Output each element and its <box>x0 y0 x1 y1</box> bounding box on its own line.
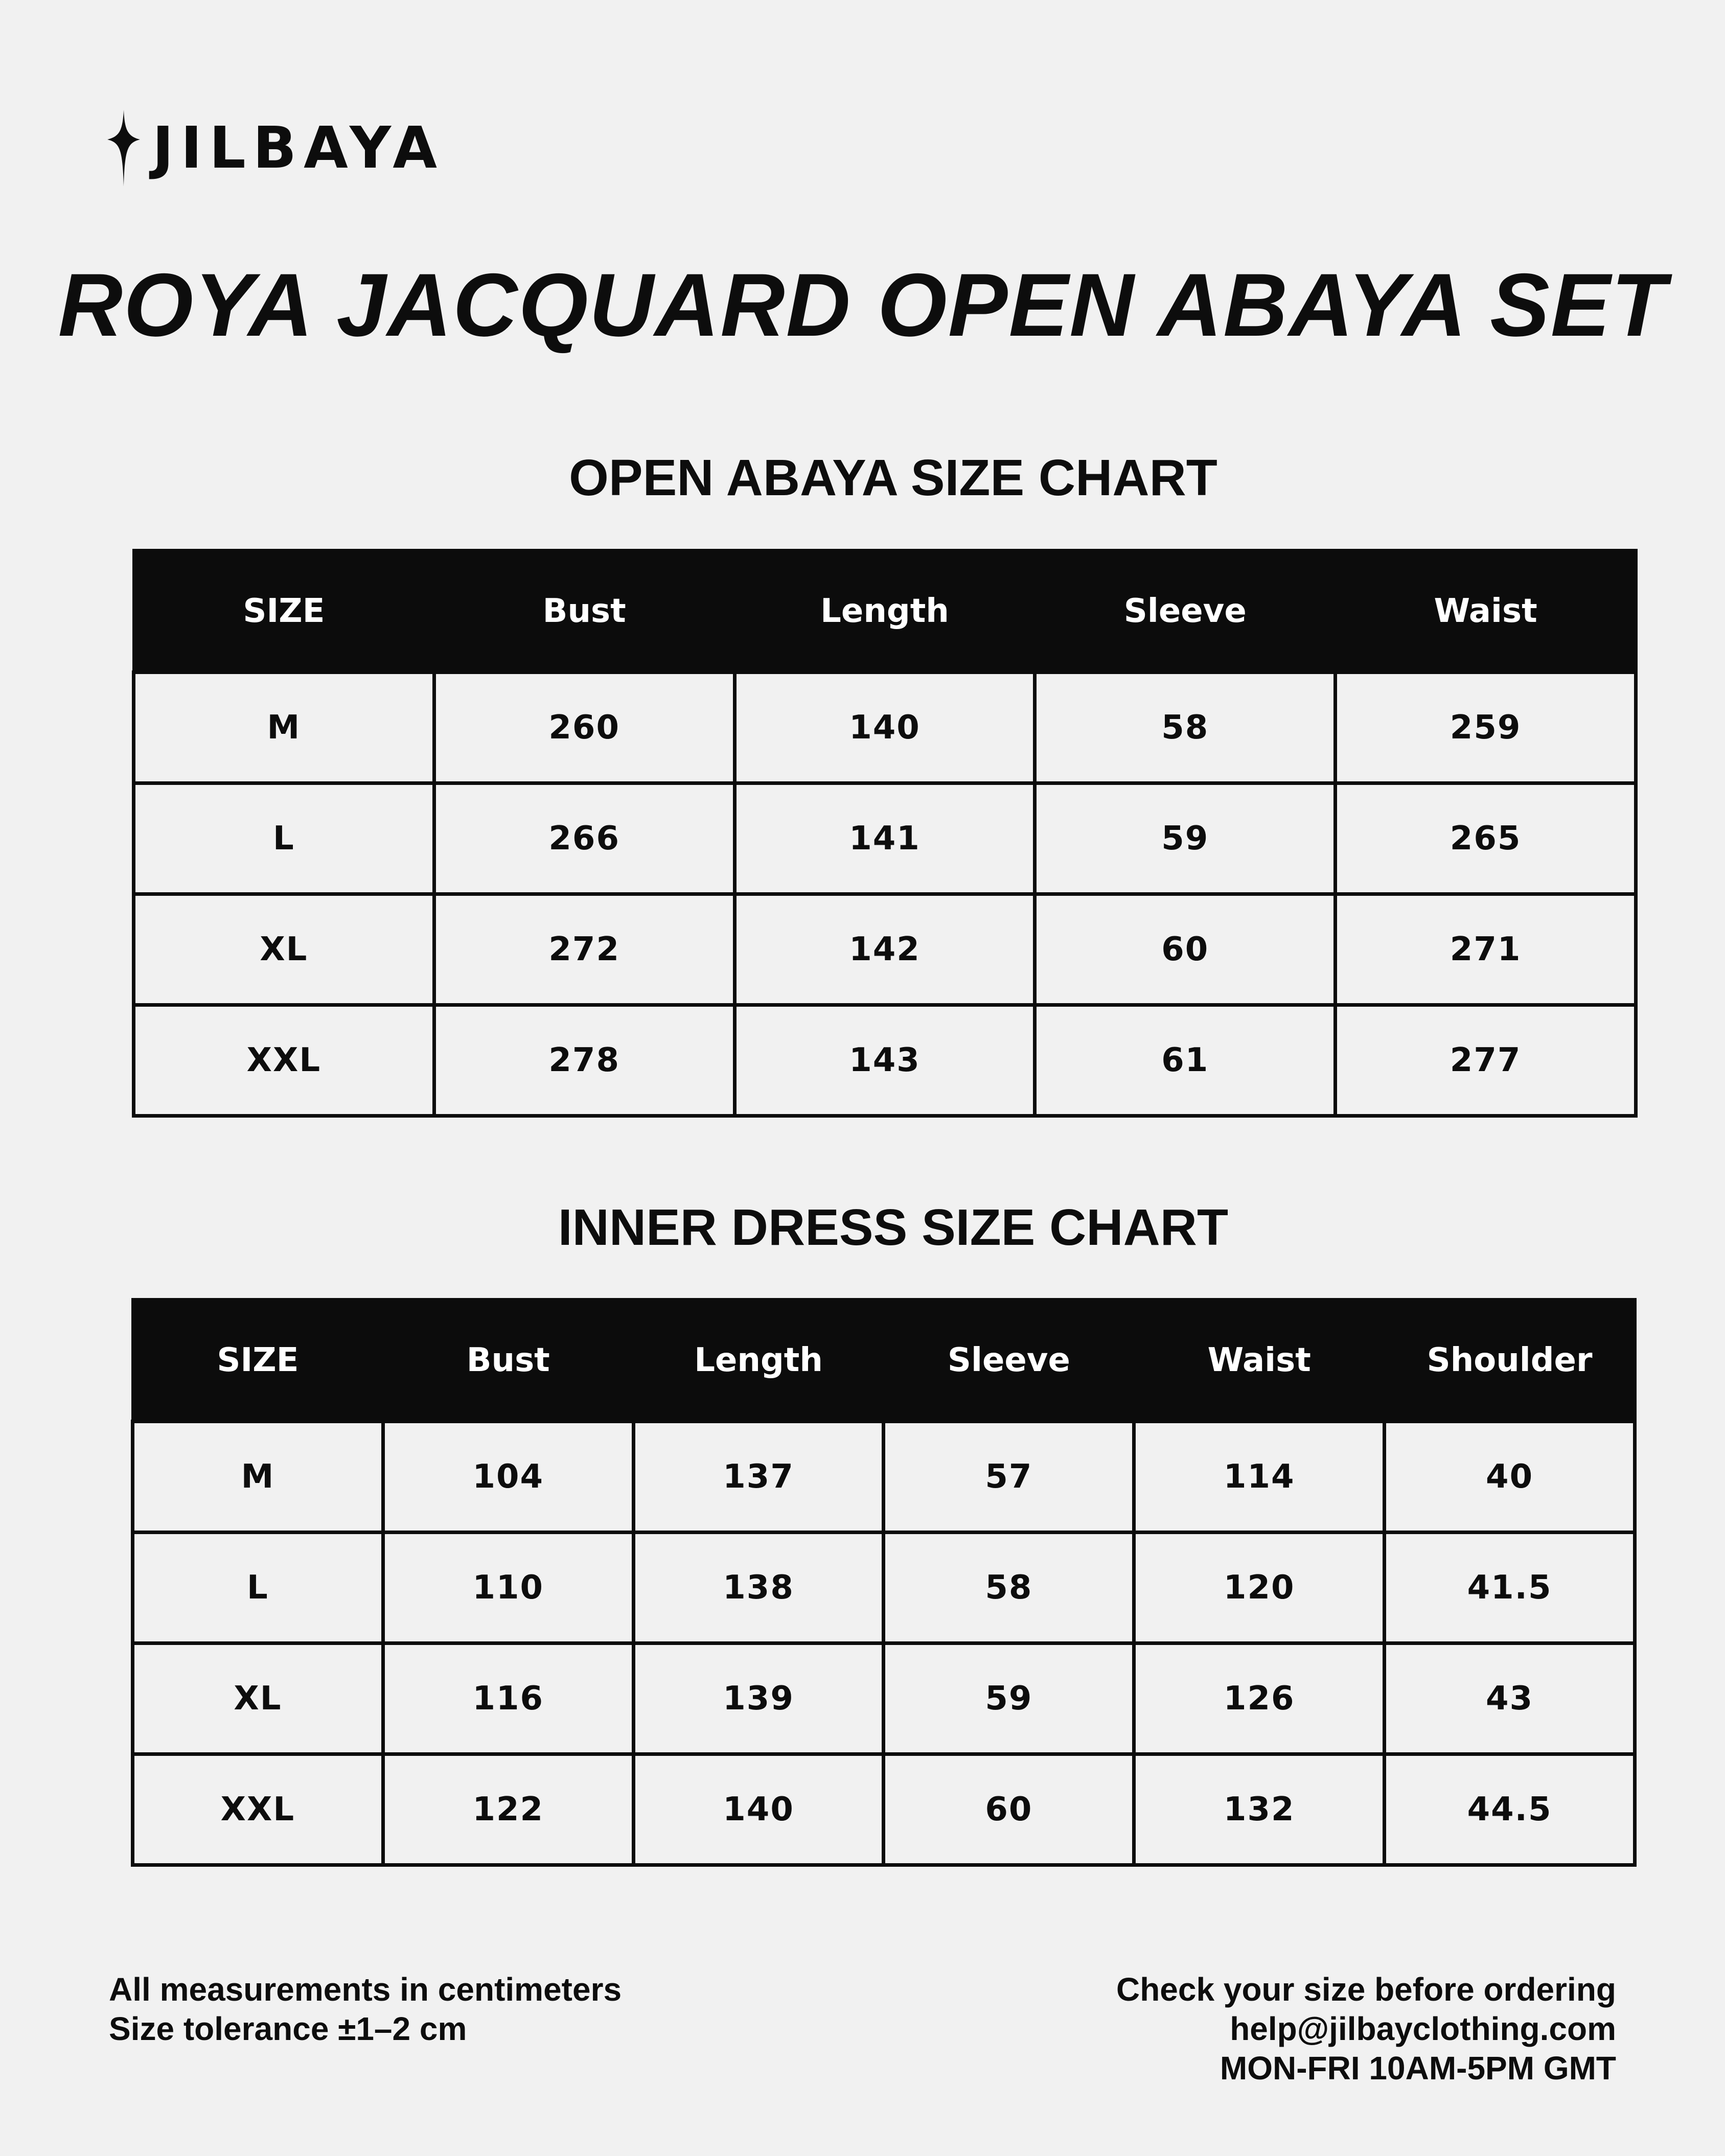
brand-name: JILBAYA <box>152 115 445 181</box>
brand-logo <box>107 110 444 187</box>
bust-cell: 116 <box>383 1643 633 1754</box>
table-row <box>134 783 1636 894</box>
column-header-size: SIZE <box>134 550 434 673</box>
bust-cell: 110 <box>383 1533 633 1643</box>
shoulder-cell: 41.5 <box>1385 1533 1635 1643</box>
column-header-bust: Bust <box>434 550 734 673</box>
length-cell: 139 <box>633 1643 884 1754</box>
table-row <box>134 1005 1636 1116</box>
sleeve-cell: 57 <box>884 1422 1134 1533</box>
sleeve-cell: 59 <box>884 1643 1134 1754</box>
table-row <box>134 894 1636 1005</box>
table-header-row <box>133 1300 1635 1422</box>
sleeve-cell: 59 <box>1035 783 1336 894</box>
waist-cell: 132 <box>1134 1754 1385 1865</box>
table-row <box>133 1643 1635 1754</box>
waist-cell: 114 <box>1134 1422 1385 1533</box>
bust-cell: 278 <box>434 1005 734 1116</box>
units-note: All measurements in centimeters <box>109 1971 622 2008</box>
measurement-notes <box>109 1970 622 2049</box>
waist-cell: 271 <box>1336 894 1636 1005</box>
sleeve-cell: 61 <box>1035 1005 1336 1116</box>
sleeve-cell: 58 <box>884 1533 1134 1643</box>
shoulder-cell: 40 <box>1385 1422 1635 1533</box>
four-point-star-icon <box>107 110 140 187</box>
sleeve-cell: 60 <box>884 1754 1134 1865</box>
size-cell: XL <box>133 1643 383 1754</box>
column-header-size: SIZE <box>133 1300 383 1422</box>
support-hours: MON-FRI 10AM-5PM GMT <box>1220 2050 1616 2087</box>
length-cell: 141 <box>734 783 1035 894</box>
open-abaya-chart-title: OPEN ABAYA SIZE CHART <box>569 449 1217 506</box>
length-cell: 140 <box>734 673 1035 783</box>
column-header-waist: Waist <box>1134 1300 1385 1422</box>
column-header-length: Length <box>734 550 1035 673</box>
column-header-sleeve: Sleeve <box>884 1300 1134 1422</box>
waist-cell: 120 <box>1134 1533 1385 1643</box>
table-row <box>133 1422 1635 1533</box>
sleeve-cell: 60 <box>1035 894 1336 1005</box>
table-header-row <box>134 550 1636 673</box>
bust-cell: 122 <box>383 1754 633 1865</box>
bust-cell: 266 <box>434 783 734 894</box>
column-header-shoulder: Shoulder <box>1385 1300 1635 1422</box>
table-row <box>133 1754 1635 1865</box>
waist-cell: 277 <box>1336 1005 1636 1116</box>
inner-dress-size-table <box>131 1298 1637 1867</box>
bust-cell: 104 <box>383 1422 633 1533</box>
ordering-note: Check your size before ordering <box>1116 1971 1616 2008</box>
waist-cell: 259 <box>1336 673 1636 783</box>
tolerance-note: Size tolerance ±1–2 cm <box>109 2010 467 2047</box>
shoulder-cell: 44.5 <box>1385 1754 1635 1865</box>
size-cell: XL <box>134 894 434 1005</box>
length-cell: 137 <box>633 1422 884 1533</box>
bust-cell: 260 <box>434 673 734 783</box>
size-cell: XXL <box>133 1754 383 1865</box>
bust-cell: 272 <box>434 894 734 1005</box>
contact-info <box>1116 1970 1616 2088</box>
column-header-bust: Bust <box>383 1300 633 1422</box>
page-title: ROYA JACQUARD OPEN ABAYA SET <box>58 256 1667 355</box>
length-cell: 143 <box>734 1005 1035 1116</box>
inner-dress-chart-title: INNER DRESS SIZE CHART <box>558 1199 1229 1256</box>
table-row <box>133 1533 1635 1643</box>
column-header-length: Length <box>633 1300 884 1422</box>
size-cell: L <box>133 1533 383 1643</box>
length-cell: 142 <box>734 894 1035 1005</box>
size-cell: XXL <box>134 1005 434 1116</box>
table-row <box>134 673 1636 783</box>
length-cell: 140 <box>633 1754 884 1865</box>
size-cell: M <box>133 1422 383 1533</box>
column-header-sleeve: Sleeve <box>1035 550 1336 673</box>
waist-cell: 265 <box>1336 783 1636 894</box>
open-abaya-size-table <box>132 549 1638 1118</box>
support-email: help@jilbayclothing.com <box>1230 2010 1616 2047</box>
size-cell: L <box>134 783 434 894</box>
column-header-waist: Waist <box>1336 550 1636 673</box>
size-cell: M <box>134 673 434 783</box>
sleeve-cell: 58 <box>1035 673 1336 783</box>
waist-cell: 126 <box>1134 1643 1385 1754</box>
length-cell: 138 <box>633 1533 884 1643</box>
shoulder-cell: 43 <box>1385 1643 1635 1754</box>
